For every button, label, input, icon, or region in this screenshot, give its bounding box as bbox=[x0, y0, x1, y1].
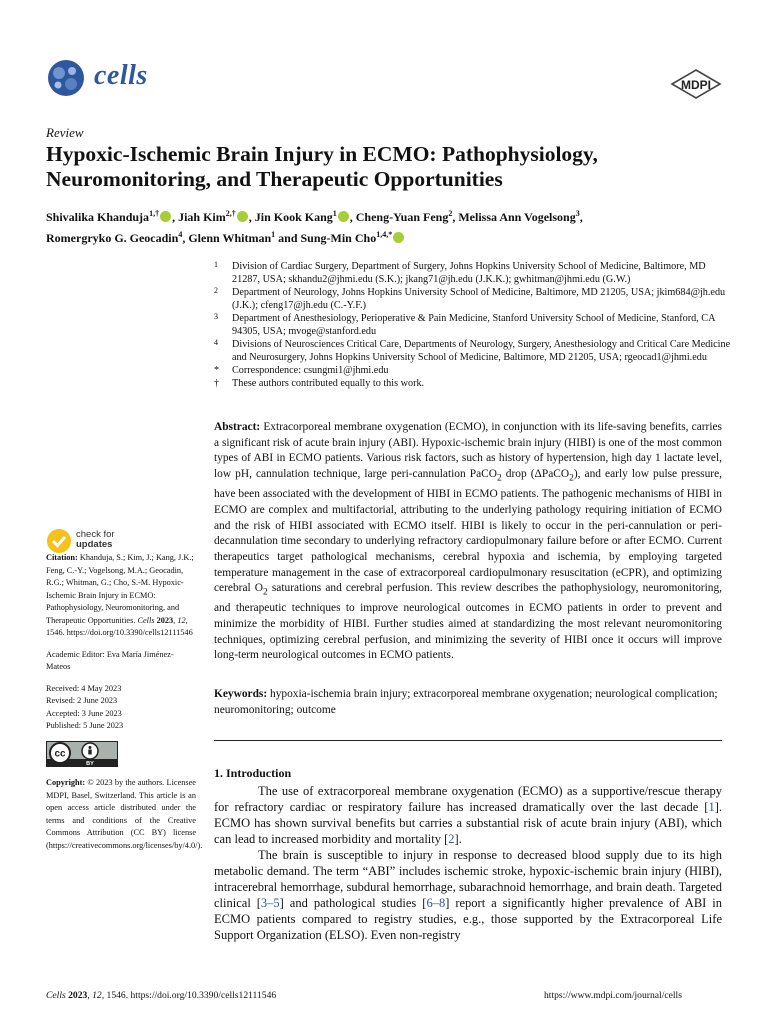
academic-editor: Academic Editor: Eva María Jiménez-Mateos bbox=[46, 649, 174, 671]
affiliation-text: Division of Cardiac Surgery, Department of Surgery, Johns Hopkins University School of Medicine, Baltimore, MD 21287, USA; skhandu2@jhmi.edu (S.K.); jkang71@jh.edu (J.K.K.); gwhitman@jhmi.edu (G.W.) bbox=[232, 261, 706, 285]
author-affiliation-mark: 1,† bbox=[149, 209, 160, 218]
author-affiliation-mark: 4 bbox=[178, 230, 183, 239]
author-name: Cheng-Yuan Feng bbox=[355, 210, 449, 224]
dates bbox=[46, 683, 196, 733]
orcid-icon[interactable] bbox=[393, 232, 404, 243]
citation-link[interactable]: 2 bbox=[448, 832, 455, 846]
intro-paragraph: The brain is susceptible to injury in response to decreased blood supply due to its high metabolic demand. The term “ABI” includes ischemic stroke, hypoxic-ischemic brain injury (HIBI), intracerebral hemorrhage, subdural hemorrhage, subarachnoid hemorrhage, and brain death. Targeted clinical [3–5] and pathological studies [6–8] report a significantly higher prevalence of ABI in ECMO patients compared to registry studies, e.g., those supported by the Extracorporeal Life Support Organization (ELSO). Even non-registry bbox=[214, 848, 723, 942]
orcid-icon[interactable] bbox=[338, 211, 349, 222]
citation-link[interactable]: 3–5 bbox=[260, 896, 280, 910]
affiliation-item bbox=[214, 377, 732, 390]
date-revised: Revised: 2 June 2023 bbox=[46, 696, 118, 705]
keywords-label: Keywords: bbox=[214, 688, 268, 700]
check-updates-line1: check for bbox=[76, 529, 115, 540]
article-title: Hypoxic-Ischemic Brain Injury in ECMO: Pathophysiology, Neuromonitoring, and Therapeutic Opportunities bbox=[46, 142, 598, 191]
svg-text:cc: cc bbox=[54, 748, 66, 759]
intro-paragraph: The use of extracorporeal membrane oxygenation (ECMO) as a supportive/rescue therapy for refractory cardiac or respiratory failure has increased dramatically over the last decade [1]. ECMO has shown survival benefits but carries a substantial risk of acute brain injury (ABI), which can lead to increased morbidity and mortality [2]. bbox=[214, 784, 722, 846]
affiliation-item bbox=[214, 286, 732, 312]
affiliations bbox=[214, 260, 732, 390]
date-accepted: Accepted: 3 June 2023 bbox=[46, 708, 122, 718]
footer-journal-url[interactable]: https://www.mdpi.com/journal/cells bbox=[544, 990, 682, 1001]
author-name: Jin Kook Kang bbox=[254, 210, 333, 224]
affiliation-item bbox=[214, 260, 732, 286]
author-affiliation-mark: 3 bbox=[575, 209, 580, 218]
cells-logo-icon bbox=[44, 58, 88, 98]
affiliation-text: Correspondence: csungmi1@jhmi.edu bbox=[232, 365, 389, 376]
affiliation-mark: 1 bbox=[214, 260, 218, 269]
citation-link[interactable]: 1 bbox=[708, 800, 715, 814]
affiliation-mark: 2 bbox=[214, 286, 218, 295]
author-name: Jiah Kim bbox=[178, 210, 226, 224]
author-affiliation-mark: 1,4,* bbox=[376, 230, 393, 239]
affiliation-item bbox=[214, 338, 732, 364]
author-name: Sung-Min Cho bbox=[300, 231, 377, 245]
copyright: Copyright: © 2023 by the authors. Licensee MDPI, Basel, Switzerland. This article is an open access article distributed under the terms and conditions of the Creative Commons Attribution (CC BY) license (https://creativecommons.org/licenses/by/4.0/). bbox=[46, 778, 203, 850]
publisher-name: MDPI bbox=[681, 78, 711, 92]
check-updates-line2: updates bbox=[76, 539, 113, 550]
author-list: Shivalika Khanduja$^{1,\dagger}$ , Jiah Kim$^{2,\dagger}$ , Jin Kook Kang$^1$ , Cheng-Yuan Feng$^2$, Melissa Ann Vogelsong$^3$, Romergryko G. Geocadin$^4$, Glenn Whitman$^1$ and Sung-Min Cho$^{1,4,*}$ bbox=[46, 209, 583, 245]
introduction-body bbox=[214, 783, 722, 943]
author-affiliation-mark: 2 bbox=[448, 209, 453, 218]
date-received: Received: 4 May 2023 bbox=[46, 683, 122, 693]
abstract-label: Abstract: bbox=[214, 421, 261, 433]
section-title: 1. Introduction bbox=[214, 766, 292, 780]
affiliation-item bbox=[214, 364, 732, 377]
orcid-icon[interactable] bbox=[237, 211, 248, 222]
author-name: Glenn Whitman bbox=[188, 231, 272, 245]
check-updates-icon bbox=[46, 528, 72, 554]
author-affiliation-mark: 2,† bbox=[225, 209, 236, 218]
affiliation-mark: 4 bbox=[214, 338, 218, 347]
mdpi-logo-icon[interactable] bbox=[668, 68, 724, 102]
affiliation-text: Department of Anesthesiology, Perioperative & Pain Medicine, Stanford University School of Medicine, Stanford, CA 94305, USA; mvoge@stanford.edu bbox=[232, 313, 715, 337]
affiliation-text: These authors contributed equally to this work. bbox=[232, 378, 425, 389]
citation: Citation: Khanduja, S.; Kim, J.; Kang, J.K.; Feng, C.-Y.; Vogelsong, M.A.; Geocadin, R.G.; Whitman, G.; Cho, S.-M. Hypoxic-Ischemic Brain Injury in ECMO: Pathophysiology, Neuromonitoring, and Therapeutic Opportunities. Cells 2023, 12, 1546. https://doi.org/10.3390/cells12111546 bbox=[46, 553, 194, 637]
journal-name: cells bbox=[94, 60, 148, 91]
affiliation-text: Divisions of Neurosciences Critical Care, Departments of Neurology, Surgery, Anesthesiology and Critical Care Medicine and Neurosurgery, Johns Hopkins University School of Medicine, Baltimore, MD 21205, USA; rgeocad1@jhmi.edu bbox=[232, 339, 731, 363]
abstract: Abstract: Extracorporeal membrane oxygenation (ECMO), in conjunction with its life-saving benefits, carries a significant risk of acute brain injury (ABI). Hypoxic-ischemic brain injury (HIBI) is one of the most common types of ABI in ECMO patients. Various risk factors, such as history of hypertension, high day 1 lactate level, low pH, cannulation technique, large peri-cannulation PaCO$_2$ drop (ΔPaCO$_2$), and early low pulse pressure, have been associated with the development of HIBI in ECMO patients. The pathogenic mechanisms of HIBI in ECMO are complex and multifactorial, attributing to the underlying pathology requiring initiation of ECMO and the risk of HIBI associated with ECMO itself. HIBI is likely to occur in the peri-cannulation or peri-decannulation time secondary to underlying refractory cardiopulmonary failure before or after ECMO. Current therapeutics target pathological mechanisms, cerebral hypoxia and ischemia, by employing targeted temperature management in the case of extracorporeal cardiopulmonary resuscitation (eCPR), and optimizing cerebral $O_2$ saturations and cerebral perfusion. This review describes the pathophysiology, neuromonitoring, and therapeutic techniques to improve neurological outcomes in ECMO patients in order to prevent and minimize the morbidity of HIBI. Further studies aimed at standardizing the most relevant neuromonitoring techniques, optimizing cerebral perfusion, and minimizing the severity of HIBI once it occurs will improve long-term neurological outcomes in ECMO patients. bbox=[214, 421, 722, 662]
svg-text:BY: BY bbox=[86, 760, 94, 767]
affiliation-mark: * bbox=[214, 365, 219, 376]
author-affiliation-mark: 1 bbox=[271, 230, 276, 239]
author-name: Melissa Ann Vogelsong bbox=[458, 210, 576, 224]
article-type: Review bbox=[46, 125, 84, 140]
footer-citation: Cells 2023, 12, 1546. https://doi.org/10.3390/cells12111546 bbox=[46, 990, 277, 1001]
affiliation-mark: † bbox=[214, 378, 219, 389]
citation-link[interactable]: 6–8 bbox=[426, 896, 446, 910]
divider bbox=[214, 740, 722, 741]
keywords: Keywords: hypoxia-ischemia brain injury; extracorporeal membrane oxygenation; neurological complication; neuromonitoring; outcome bbox=[214, 688, 718, 716]
cc-by-license-icon[interactable] bbox=[46, 741, 118, 767]
affiliation-item bbox=[214, 312, 732, 338]
date-published: Published: 5 June 2023 bbox=[46, 721, 124, 730]
journal-logo[interactable] bbox=[44, 58, 164, 98]
sidebar bbox=[46, 552, 203, 852]
author-name: Romergryko G. Geocadin bbox=[46, 231, 179, 245]
affiliation-text: Department of Neurology, Johns Hopkins University School of Medicine, Baltimore, MD 21205, USA; jkim684@jh.edu (J.K.); cfeng17@jh.edu (C.-Y.F.) bbox=[232, 287, 726, 311]
orcid-icon[interactable] bbox=[160, 211, 171, 222]
author-affiliation-mark: 1 bbox=[332, 209, 337, 218]
author-name: Shivalika Khanduja bbox=[46, 210, 150, 224]
affiliation-mark: 3 bbox=[214, 312, 218, 321]
